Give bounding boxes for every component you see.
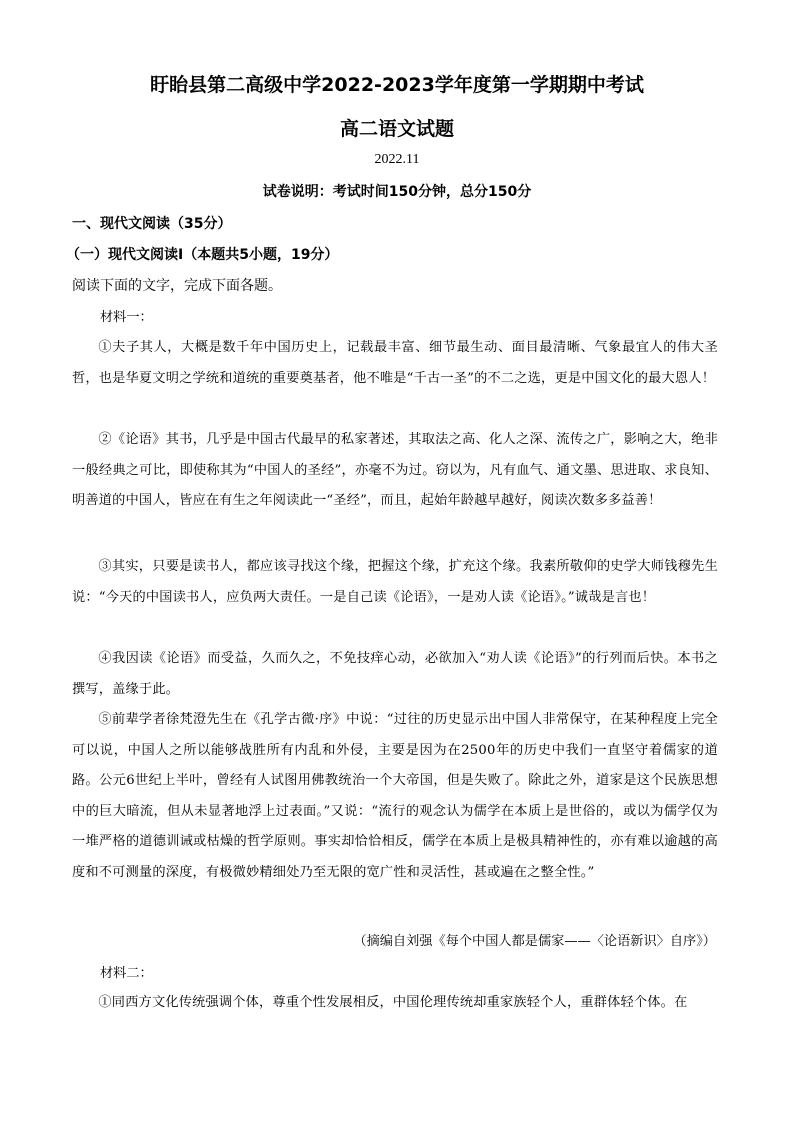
material-one-source: （摘编自刘强《每个中国人都是儒家——〈论语新识〉自序》） [353,934,716,949]
material-one-paragraph-4: ④我因读《论语》而受益，久而久之，不免技痒心动，必欲加入“劝人读《论语》”的行列而后快。本书之撰写，盖缘于此。 [72,651,718,697]
material-two-paragraph-1: ①同西方文化传统强调个体，尊重个性发展相反，中国伦理传统却重家族轻个人，重群体轻个体。在 [98,995,688,1010]
section-subheading: （一）现代文阅读Ⅰ（本题共5小题，19分） [66,247,339,263]
material-one-paragraph-5: ⑤前辈学者徐梵澄先生在《孔学古微·序》中说：“过往的历史显示出中国人非常保守，在某种程度上完全可以说，中国人之所以能够战胜所有内乱和外侵，主要是因为在2500年的历史中我们一直坚守着儒家的道路。公元6世纪上半叶，曾经有人试图用佛教统治一个大帝国，但是失败了。除此之外，道家是这个民族思想中的巨大暗流，但从未显著地浮上过表面。”又说：“流行的观念认为儒学在本质上是世俗的，或以为儒学仅为一堆严格的道德训诫或枯燥的哲学原则。事实却恰恰相反，儒学在本质上是极具精神性的，亦有难以逾越的高度和不可测量的深度，有极微妙精细处乃至无限的宽广性和灵活性，甚或遍在之整全性。” [72,712,718,880]
material-one-paragraph-1: ①夫子其人，大概是数千年中国历史上，记载最丰富、细节最生动、面目最清晰、气象最宜人的伟大圣哲，也是华夏文明之学统和道统的重要奠基者，他不唯是“千古一圣”的不二之选，更是中国文化的最大恩人！ [72,340,718,386]
material-one-label: 材料一： [100,310,153,325]
exam-title: 盱眙县第二高级中学2022-2023学年度第一学期期中考试 [150,74,644,96]
reading-instruction: 阅读下面的文字，完成下面各题。 [72,278,282,294]
material-two-label: 材料二： [100,966,153,981]
material-one-paragraph-3: ③其实，只要是读书人，都应该寻找这个缘，把握这个缘，扩充这个缘。我素所敬仰的史学大师钱穆先生说：“今天的中国读书人，应负两大责任。一是自己读《论语》，一是劝人读《论语》。”诚哉是言也！ [72,559,718,605]
material-one-paragraph-2: ②《论语》其书，几乎是中国古代最早的私家著述，其取法之高、化人之深、流传之广，影响之大，绝非一般经典之可比，即使称其为“中国人的圣经”，亦毫不为过。窃以为，凡有血气、通文墨、思进取、求良知、明善道的中国人，皆应在有生之年阅读此一“圣经”，而且，起始年龄越早越好，阅读次数多多益善！ [72,432,718,508]
exam-date: 2022.11 [374,152,420,167]
section-heading: 一、现代文阅读（35分） [72,216,232,232]
exam-subtitle: 高二语文试题 [339,118,454,140]
exam-note: 试卷说明：考试时间150分钟，总分150分 [262,184,532,200]
